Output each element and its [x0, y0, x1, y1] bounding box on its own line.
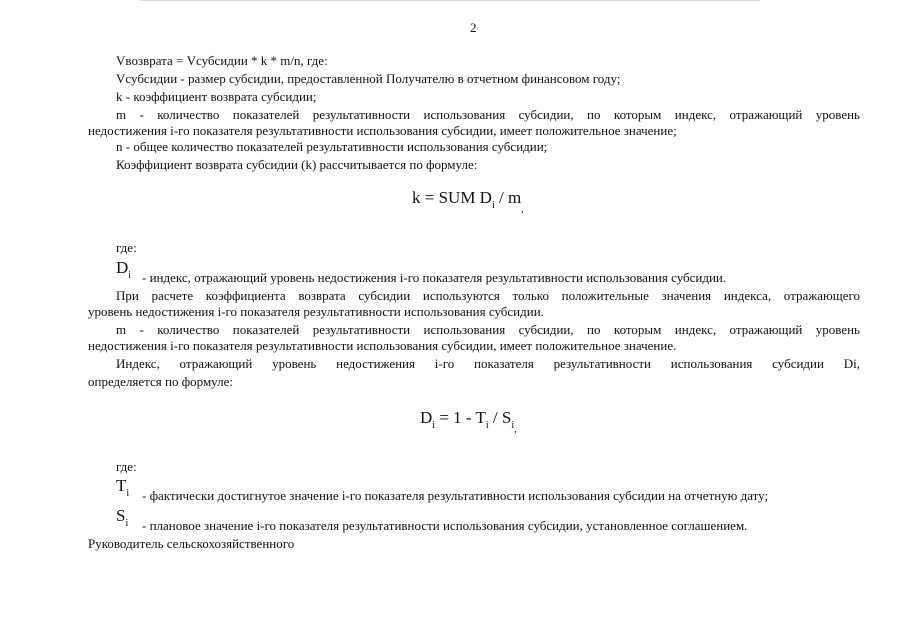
formula-k-comma: ,: [521, 204, 524, 215]
text-si-definition: - плановое значение i-го показателя результативности использования субсидии, установленное соглашением.: [142, 518, 748, 533]
text-where-2: где:: [116, 459, 137, 474]
text-where-1: где:: [116, 240, 137, 255]
formula-di: [420, 408, 517, 435]
text-footer-head: Руководитель сельскохозяйственного: [88, 536, 295, 551]
formula-di-sub1: i: [432, 420, 436, 431]
formula-di-sub2: i: [485, 420, 489, 431]
text-line-n-def: n - общее количество показателей результативности использования субсидии;: [116, 139, 548, 154]
text-ti-definition: - фактически достигнутое значение i-го показателя результативности использования субсидии на отчетную дату;: [142, 488, 769, 503]
text-para-index-b: определяется по формуле:: [88, 374, 233, 389]
formula-di-sub3: i: [511, 420, 515, 431]
text-line-subsidy-size: Vсубсидии - размер субсидии, предоставленной Получателю в отчетном финансовом году;: [116, 71, 621, 86]
top-rule: [140, 0, 760, 1]
text-line-m-def-a: m - количество показателей результативности использования субсидии, по которым индекс, отражающий уровень: [116, 107, 860, 122]
formula-k-lhs: k = SUM D: [412, 188, 492, 207]
text-para-m-b: недостижения i-го показателя результативности использования субсидии, имеет положительное значение.: [88, 338, 677, 353]
page-number: 2: [470, 20, 477, 35]
text-line-k-formula-intro: Коэффициент возврата субсидии (k) рассчитывается по формуле:: [116, 157, 478, 172]
symbol-si: $S_i$: [116, 506, 129, 529]
text-para-positive-b: уровень недостижения i-го показателя результативности использования субсидии.: [88, 304, 544, 319]
formula-di-mid: = 1 - T: [435, 408, 486, 427]
formula-k-rhs: / m: [494, 188, 522, 207]
formula-k-sub: i: [491, 200, 495, 211]
formula-k: [412, 188, 524, 215]
text-line-m-def-b: недостижения i-го показателя результативности использования субсидии, имеет положительное значение;: [88, 123, 677, 138]
text-line-volume-formula: Vвозврата = Vсубсидии * k * m/n, где:: [116, 53, 328, 68]
text-para-positive-a: При расчете коэффициента возврата субсидии используются только положительные значения индекса, отражающего: [116, 288, 860, 303]
text-line-k-def: k - коэффициент возврата субсидии;: [116, 89, 317, 104]
text-di-definition: - индекс, отражающий уровень недостижения i-го показателя результативности использования субсидии.: [142, 270, 727, 285]
formula-di-slash: / S: [488, 408, 512, 427]
symbol-di: $D_i$: [116, 258, 132, 281]
formula-di-comma: ,: [514, 424, 517, 435]
formula-di-d: D: [420, 408, 433, 427]
symbol-ti: $T_i$: [116, 476, 130, 499]
text-para-index-a: Индекс, отражающий уровень недостижения i-го показателя результативности использования субсидии Di,: [116, 356, 860, 371]
text-para-m-a: m - количество показателей результативности использования субсидии, по которым индекс, отражающий уровень: [116, 322, 860, 337]
